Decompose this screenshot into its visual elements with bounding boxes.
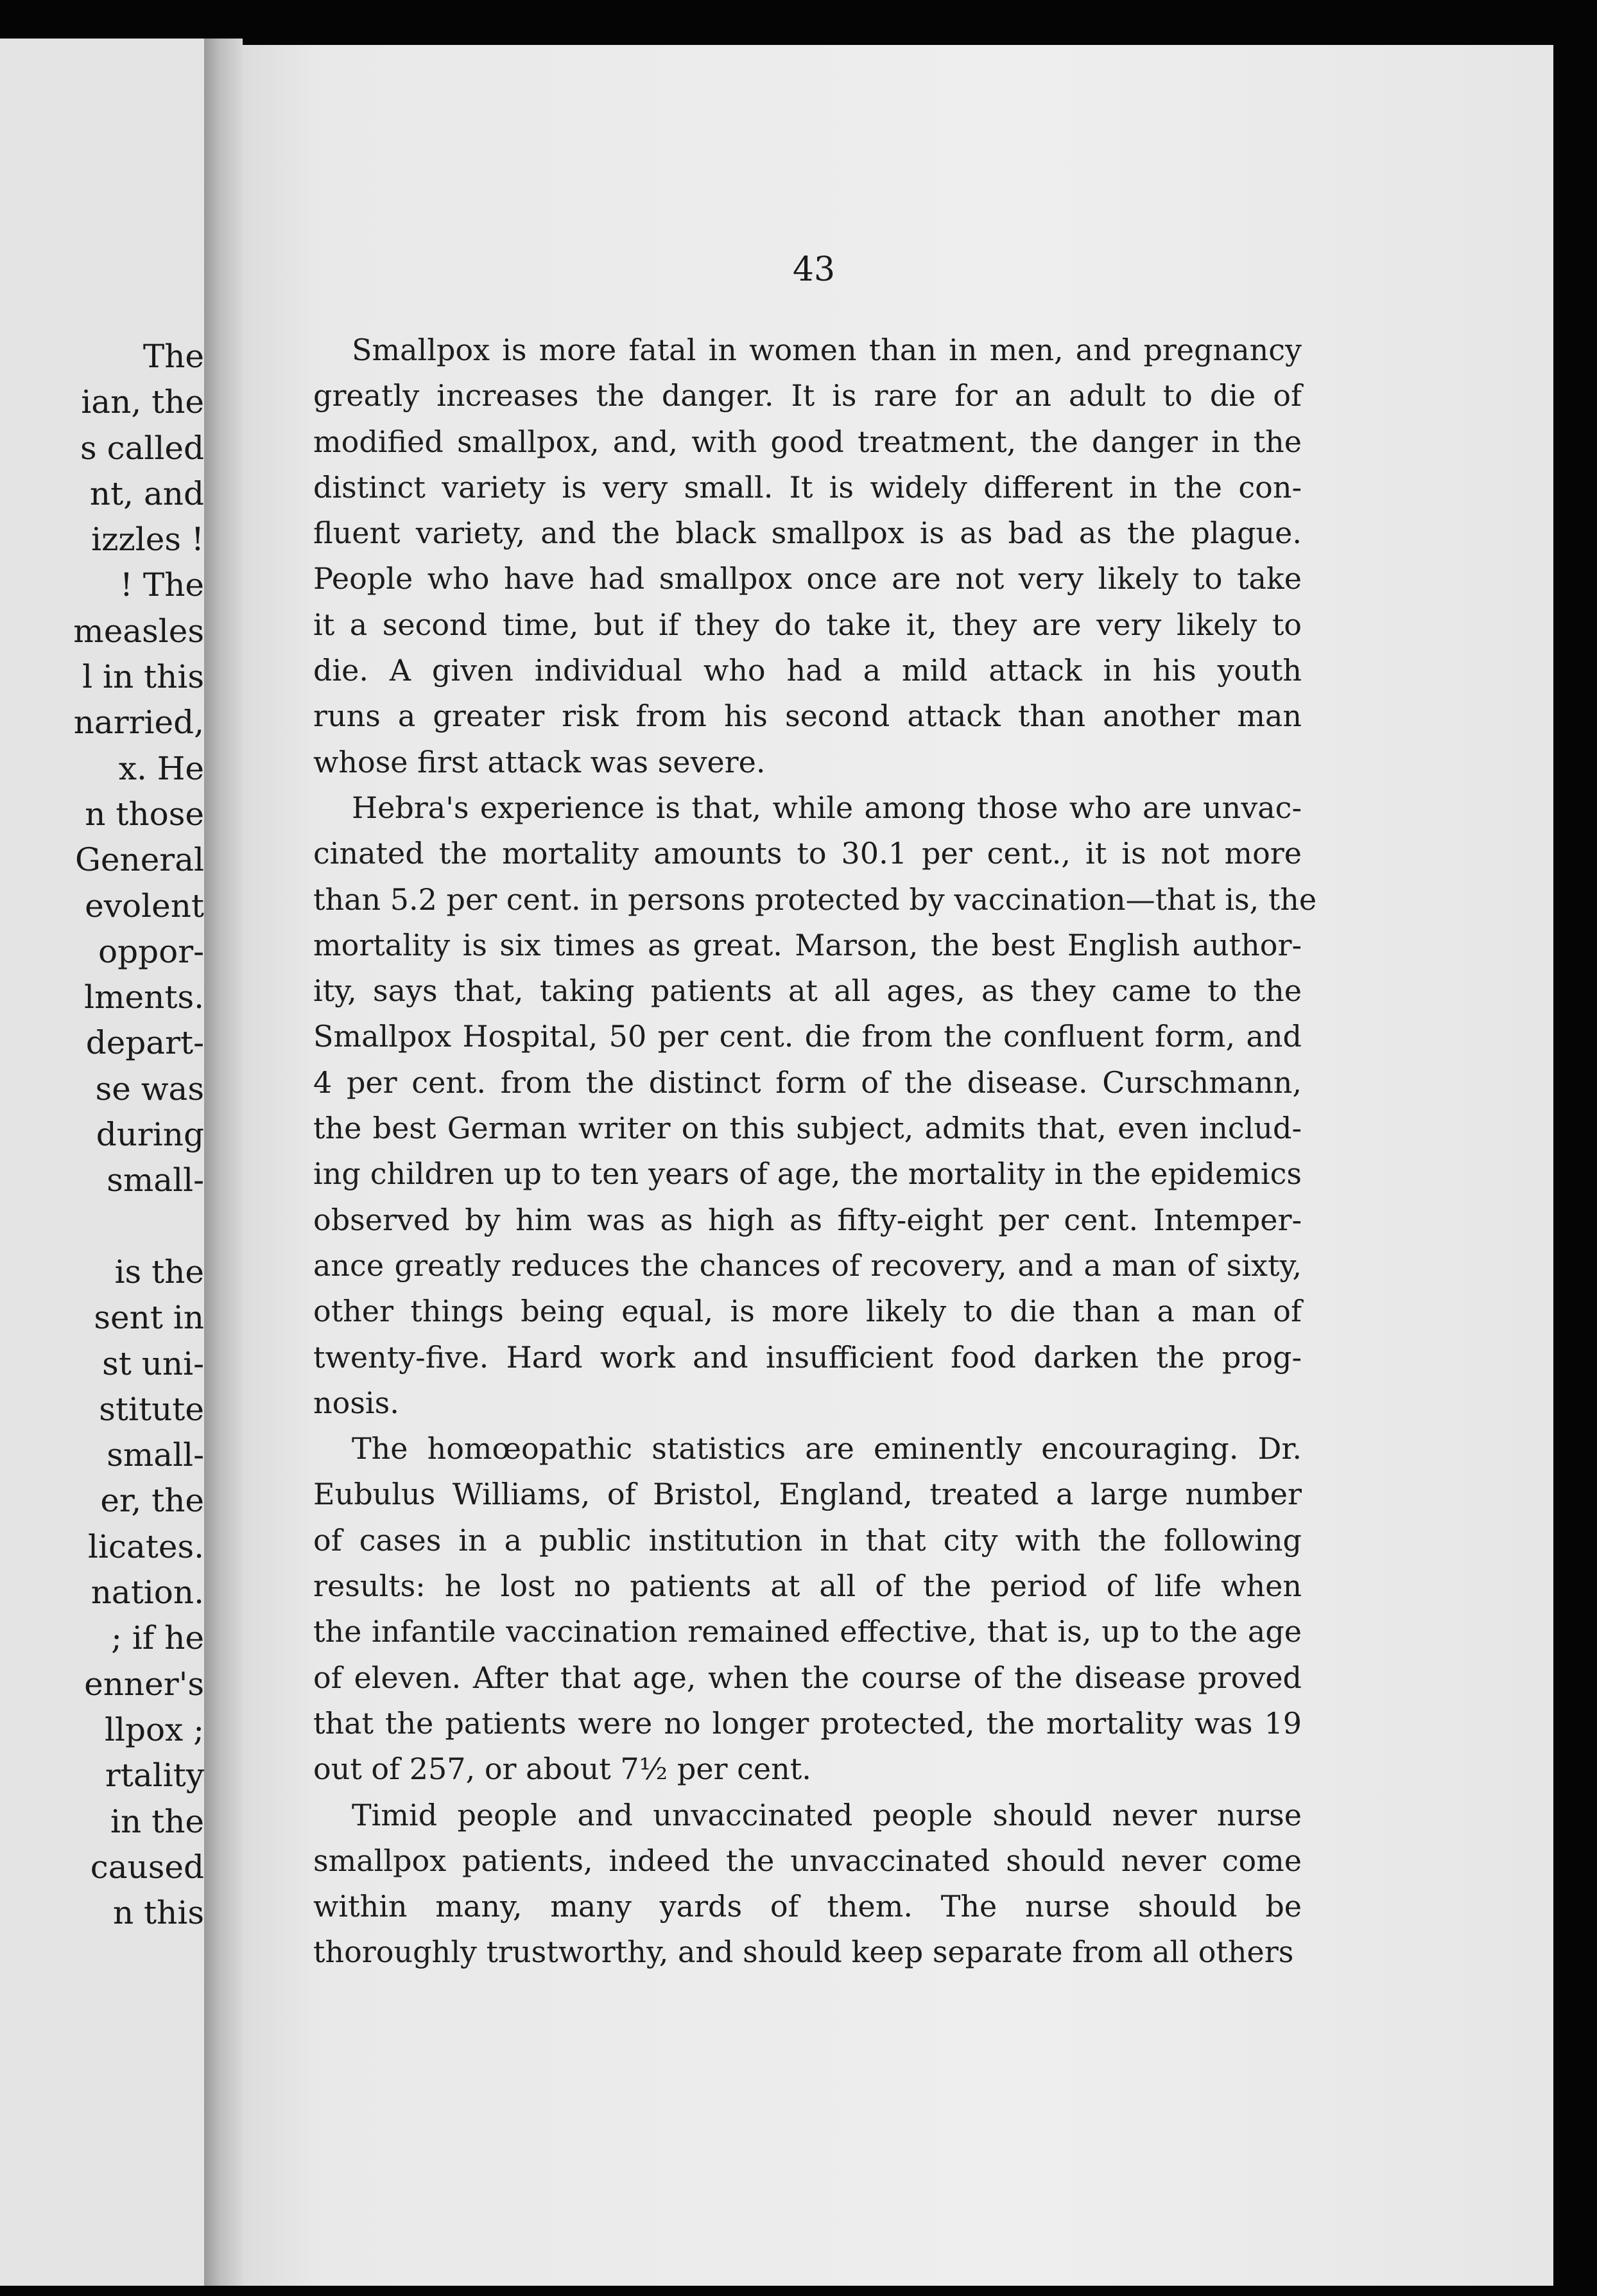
previous-page-line-fragment: General: [74, 841, 204, 879]
text-line: Timid people and unvaccinated people should never nurse: [352, 1797, 1302, 1832]
previous-page-line-fragment: er, the: [100, 1482, 204, 1520]
previous-page-line-fragment: measles: [73, 612, 204, 650]
previous-page-line-fragment: x. He: [118, 749, 204, 787]
previous-page-line-fragment: n those: [85, 795, 204, 833]
previous-page-line-fragment: narried,: [73, 704, 204, 742]
text-line: within many, many yards of them. The nurse should be: [313, 1889, 1302, 1924]
text-line: ity, says that, taking patients at all ages, as they came to the: [313, 973, 1302, 1009]
previous-page-line-fragment: during: [96, 1116, 204, 1154]
text-line: runs a greater risk from his second attack than another man: [313, 699, 1302, 734]
text-line: The homœopathic statistics are eminently encouraging. Dr.: [352, 1431, 1302, 1466]
text-line: Smallpox Hospital, 50 per cent. die from the confluent form, and: [313, 1019, 1302, 1054]
text-line: that the patients were no longer protected, the mortality was 19: [313, 1705, 1302, 1741]
paragraph: [313, 327, 1302, 785]
text-line: Eubulus Williams, of Bristol, England, treated a large number: [313, 1477, 1302, 1512]
previous-page-line-fragment: enner's: [84, 1665, 204, 1703]
book-page: [243, 45, 1553, 2286]
paragraph: [313, 785, 1317, 1426]
scan-background-edge: [1553, 39, 1597, 2296]
previous-page-line-fragment: small-: [107, 1161, 204, 1199]
text-line: mortality is six times as great. Marson, the best English author-: [313, 927, 1302, 962]
previous-page-edge: [0, 39, 204, 2286]
previous-page-line-fragment: in the: [110, 1802, 204, 1840]
previous-page-line-fragment: l in this: [82, 658, 204, 696]
text-line: 4 per cent. from the distinct form of the disease. Curschmann,: [313, 1065, 1302, 1100]
previous-page-line-fragment: The: [142, 338, 204, 375]
previous-page-line-fragment: [0, 1204, 204, 1249]
text-line: ing children up to ten years of age, the mortality in the epidemics: [313, 1156, 1302, 1192]
text-line: modified smallpox, and, with good treatment, the danger in the: [313, 424, 1302, 459]
previous-page-line-fragment: is the: [114, 1253, 204, 1291]
text-line: the infantile vaccination remained effective, that is, up to the age: [313, 1614, 1302, 1649]
text-line: smallpox patients, indeed the unvaccinated should never come: [313, 1843, 1302, 1878]
previous-page-line-fragment: nation.: [91, 1574, 204, 1612]
text-line: twenty-five. Hard work and insufficient food darken the prog-: [313, 1339, 1302, 1375]
previous-page-line-fragment: lments.: [84, 978, 204, 1016]
text-line: out of 257, or about 7½ per cent.: [313, 1752, 811, 1787]
text-line: distinct variety is very small. It is widely different in the con-: [313, 469, 1302, 505]
text-line: ance greatly reduces the chances of recovery, and a man of sixty,: [313, 1248, 1302, 1283]
previous-page-line-fragment: caused: [90, 1848, 204, 1886]
previous-page-line-fragment: s called: [80, 429, 204, 467]
previous-page-line-fragment: ian, the: [81, 383, 204, 421]
previous-page-line-fragment: small-: [107, 1436, 204, 1474]
previous-page-line-fragment: ! The: [119, 566, 204, 604]
text-line: People who have had smallpox once are not very likely to take: [313, 561, 1302, 596]
page-number: 43: [792, 250, 836, 289]
book-gutter: [204, 39, 243, 2286]
text-line: cinated the mortality amounts to 30.1 per cent., it is not more: [313, 836, 1302, 871]
previous-page-line-fragment: nt, and: [89, 474, 204, 512]
text-line: die. A given individual who had a mild attack in his youth: [313, 653, 1302, 688]
previous-page-line-fragment: licates.: [87, 1527, 204, 1565]
text-line: Hebra's experience is that, while among those who are unvac-: [352, 790, 1302, 825]
previous-page-line-fragment: oppor-: [98, 932, 204, 970]
previous-page-line-fragment: n this: [112, 1894, 204, 1932]
text-line: than 5.2 per cent. in persons protected by vaccination—that is, the: [313, 882, 1317, 917]
previous-page-line-fragment: rtality: [105, 1757, 204, 1795]
text-line: greatly increases the danger. It is rare for an adult to die of: [313, 378, 1302, 413]
text-line: nosis.: [313, 1385, 399, 1420]
previous-page-line-fragment: evolent: [85, 887, 204, 925]
previous-page-line-fragment: llpox ;: [104, 1710, 204, 1748]
text-line: of cases in a public institution in that city with the following: [313, 1522, 1302, 1558]
text-line: other things being equal, is more likely to die than a man of: [313, 1294, 1302, 1329]
text-line: observed by him was as high as fifty-eight per cent. Intemper-: [313, 1202, 1302, 1237]
text-line: Smallpox is more fatal in women than in men, and pregnancy: [352, 333, 1302, 367]
previous-page-line-fragment: stitute: [99, 1390, 204, 1428]
text-line: results: he lost no patients at all of the period of life when: [313, 1569, 1302, 1604]
text-line: whose first attack was severe.: [313, 744, 766, 779]
previous-page-line-fragment: izzles !: [91, 521, 204, 559]
text-line: the best German writer on this subject, admits that, even includ-: [313, 1111, 1302, 1146]
previous-page-text-fragments: [0, 334, 204, 1936]
page-body-text: [313, 327, 1317, 1976]
previous-page-line-fragment: st uni-: [102, 1344, 204, 1382]
previous-page-line-fragment: depart-: [85, 1024, 204, 1062]
paragraph: [313, 1426, 1302, 1792]
text-line: it a second time, but if they do take it, they are very likely to: [313, 607, 1302, 642]
paragraph: [313, 1793, 1302, 1976]
previous-page-line-fragment: se was: [95, 1070, 204, 1108]
text-line: fluent variety, and the black smallpox is as bad as the plague.: [313, 516, 1302, 551]
previous-page-line-fragment: sent in: [94, 1299, 204, 1337]
previous-page-line-fragment: ; if he: [111, 1619, 204, 1657]
text-line: thoroughly trustworthy, and should keep separate from all others: [313, 1935, 1294, 1970]
text-line: of eleven. After that age, when the course of the disease proved: [313, 1660, 1302, 1695]
